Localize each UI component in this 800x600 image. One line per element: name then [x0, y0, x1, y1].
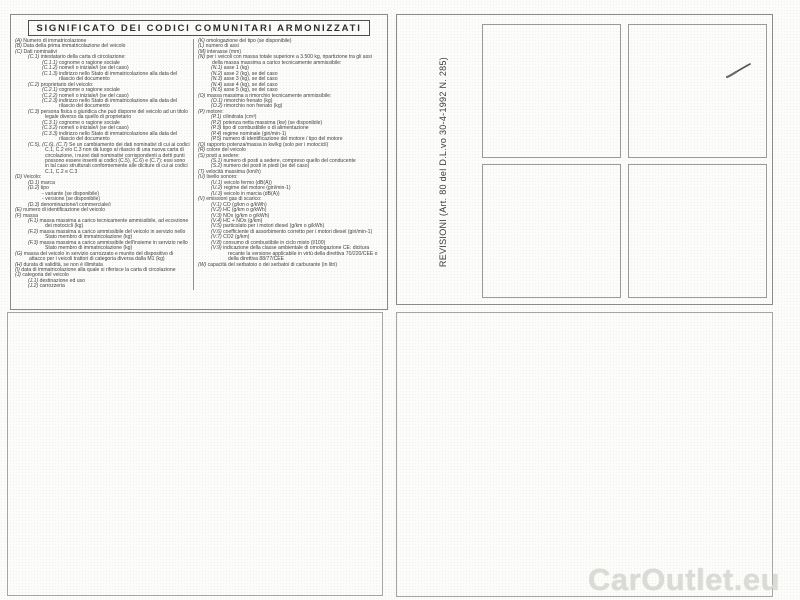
code-label: (A): [15, 38, 22, 44]
code-label: (R): [198, 147, 206, 154]
code-definition: [28, 284, 190, 289]
code-label: (C.1): [28, 54, 40, 61]
code-label: (E): [15, 207, 22, 214]
code-description: cognome o ragione sociale: [59, 87, 120, 94]
code-label: (V.9): [211, 245, 222, 252]
code-label: (N.4): [211, 81, 223, 88]
code-description: asse 2 (kg), se del caso: [223, 70, 278, 77]
code-description: nome/i o iniziale/i (se del caso): [59, 92, 129, 99]
code-description: numero di posti a sedere, compreso quello del conducente: [223, 157, 356, 164]
code-label: (D.3): [28, 201, 40, 208]
code-label: (U.3): [211, 190, 223, 197]
code-label: (V.3): [211, 212, 222, 219]
code-label: (K): [198, 38, 205, 44]
revisions-label: REVISIONI (Art. 80 del D.L.vo 30-4-1992 N. 285): [438, 56, 448, 268]
code-label: (O.1): [211, 97, 223, 104]
code-description: categoria del veicolo: [22, 272, 69, 279]
revision-stamp-box-1: [482, 24, 621, 158]
code-description: massa massima a rimorchio tecnicamente ammissibile:: [206, 92, 332, 99]
code-description: veicolo in marcia (dB(A)): [223, 190, 280, 197]
code-label: (D.2): [28, 185, 40, 192]
blank-box-bottom-right: [396, 312, 773, 597]
code-description: emissioni gas di scarico:: [206, 196, 262, 203]
code-label: (T): [198, 168, 205, 175]
code-label: (D.1): [28, 179, 40, 186]
title-row: [15, 18, 383, 36]
code-description: variante (se disponibile): [45, 190, 99, 197]
code-description: CO2 (g/km): [223, 234, 250, 241]
code-description: destinazione ed uso: [39, 277, 85, 284]
revision-stamp-box-2: [628, 24, 767, 158]
code-description: interasse (mm): [207, 48, 242, 55]
code-description: durata di validità, se non è illimitata: [23, 261, 103, 268]
revision-stamp-box-4: [628, 164, 767, 298]
code-label: (V.1): [211, 201, 222, 208]
legend-columns: [15, 39, 383, 290]
code-description: Data della prima immatricolazione del veicolo: [23, 43, 126, 50]
code-label: (V.8): [211, 239, 222, 246]
code-label: (J.2): [28, 283, 39, 290]
blank-box-bottom-left: [7, 312, 383, 596]
code-description: massa massima a carico ammissibile dell'insieme in servizio nello Stato membro di immatricolazione (kg): [39, 239, 188, 252]
pen-mark-icon: [725, 62, 753, 80]
code-description: massa: [22, 212, 38, 219]
code-label: (V.2): [211, 207, 222, 214]
code-description: numero di identificazione del motore / tipo del motore: [222, 136, 343, 143]
code-description: proprietario del veicolo:: [40, 81, 94, 88]
code-label: (C.2.3): [42, 97, 58, 104]
code-description: consumo di combustibile in ciclo misto (l/100): [223, 239, 326, 246]
code-description: numero di identificazione del veicolo: [23, 207, 106, 214]
code-description: Se un cambiamento dei dati nominativi di cui ai codici C.1, C.2 e/o C.3 non dà luogo al rilascio di una nuova carta di circolazione, i nuovi dati nominativi corrispondenti a detti punti possono essere inseriti ai codici (C.5), (C.6) e (C.7); essi sono in tal caso strutturati conformemente alle diciture di cui ai codici C.1, C.2 e C.3: [45, 141, 190, 175]
code-label: -: [42, 196, 44, 203]
code-description: indicazione della classe ambientale di omologazione CE: dicitura recante la versione applicabile in virtù della direttiva 70/220/CEE o della direttiva 88/77/CEE: [223, 245, 378, 263]
code-label: (D): [15, 174, 23, 181]
code-label: (J.1): [28, 277, 39, 284]
code-label: (V.7): [211, 234, 222, 241]
page-title: SIGNIFICATO DEI CODICI COMUNITARI ARMONIZZATI: [28, 20, 369, 36]
code-label: (M): [198, 48, 206, 55]
code-label: (O): [198, 92, 206, 99]
code-description: regime nominale (giri/min-1): [222, 130, 287, 137]
code-label: (P.3): [211, 125, 222, 132]
code-label: (P.4): [211, 130, 222, 137]
code-label: (P.1): [211, 114, 222, 121]
code-label: (P.2): [211, 119, 222, 126]
code-definition: [28, 143, 190, 176]
code-label: (Q): [198, 141, 206, 148]
code-label: (N.1): [211, 65, 223, 72]
harmonized-codes-legend-panel: [10, 14, 388, 310]
code-description: rimorchio non frenato (kg): [224, 103, 283, 110]
code-label: (S.1): [211, 157, 223, 164]
code-label: (V): [198, 196, 205, 203]
code-label: (N.3): [211, 76, 223, 83]
code-description: denominazione/i commerciale/i: [40, 201, 111, 208]
code-label: (N): [198, 54, 206, 61]
code-label: (V.4): [211, 217, 222, 224]
code-description: asse 5 (kg), se del caso: [223, 87, 278, 94]
code-label: (C.3.2): [42, 125, 58, 132]
code-description: particolato per i motori diesel (g/km o g/kWh): [223, 223, 325, 230]
code-description: asse 3 (kg), se del caso: [223, 76, 278, 83]
code-description: colore del veicolo: [206, 147, 246, 154]
code-description: Veicolo:: [23, 174, 42, 181]
code-description: marca: [40, 179, 55, 186]
code-description: massa massima a carico tecnicamente ammissibile, ad eccezione dei motocicli (kg): [39, 217, 189, 230]
code-label: (P.5): [211, 136, 222, 143]
code-description: tipo: [40, 185, 49, 192]
code-description: potenza netta massima (kw) (se disponibile): [222, 119, 323, 126]
revision-stamp-box-3: [482, 164, 621, 298]
code-label: (I): [15, 267, 20, 274]
right-column: [193, 39, 383, 290]
code-description: Dati nominativi: [23, 48, 57, 55]
code-label: (C): [15, 48, 23, 55]
code-description: rapporto potenza/massa in kw/kg (solo per i motocicli): [206, 141, 329, 148]
code-description: HC (g/km o g/kWh): [223, 207, 267, 214]
code-description: livello sonoro:: [206, 174, 238, 181]
code-label: (L): [198, 43, 205, 50]
code-label: (C.1.3): [42, 70, 58, 77]
code-description: regime del motore (giri/min-1): [223, 185, 291, 192]
code-description: massa massima a carico ammissibile del veicolo in servizio nello Stato membro di immatricolazione (kg): [39, 228, 186, 241]
code-description: indirizzo nello Stato di immatricolazione alla data del rilascio del documento: [59, 130, 178, 143]
code-description: carrozzeria: [39, 283, 65, 290]
code-description: velocità massima (km/h): [205, 168, 261, 175]
code-description: rimorchio frenato (kg): [224, 97, 273, 104]
code-description: numero dei posti in piedi (se del caso): [223, 163, 310, 170]
code-label: (W): [198, 261, 207, 268]
code-description: coefficiente di assorbimento corretto per i motori diesel (giri/min-1): [223, 228, 373, 235]
code-label: (U.2): [211, 185, 223, 192]
code-label: (C.2.1): [42, 87, 58, 94]
code-description: versione (se disponibile): [45, 196, 101, 203]
code-description: capacità del serbatoio o dei serbatoi di carburante (in litri): [207, 261, 338, 268]
code-description: tipo di combustibile o di alimentazione: [222, 125, 309, 132]
code-definition: [211, 246, 383, 262]
code-label: (G): [15, 250, 23, 257]
code-label: (C.2): [28, 81, 40, 88]
code-description: asse 1 (kg): [223, 65, 249, 72]
code-label: (C.3): [28, 108, 40, 115]
code-label: (P): [198, 108, 205, 115]
left-column: [15, 39, 193, 290]
code-description: cilindrata (cm³): [222, 114, 257, 121]
code-label: (N.5): [211, 87, 223, 94]
code-description: Numero di immatricolazione: [23, 38, 87, 44]
code-description: numero di assi: [205, 43, 239, 50]
code-label: (N.2): [211, 70, 223, 77]
code-description: cognome o ragione sociale: [59, 59, 120, 66]
code-description: indirizzo nello Stato di immatricolazione alla data del rilascio del documento: [59, 70, 178, 83]
code-label: (U.1): [211, 179, 223, 186]
code-description: veicolo fermo (dB(A)): [223, 179, 272, 186]
watermark: CarOutlet.eu: [588, 562, 781, 597]
code-label: (C.3.3): [42, 130, 58, 137]
code-label: -: [42, 190, 44, 197]
code-label: (S): [198, 152, 205, 159]
code-label: (V.5): [211, 223, 222, 230]
code-description: omologazione del tipo (se disponibile): [206, 38, 292, 44]
code-description: nome/i o iniziale/i (se del caso): [59, 65, 129, 72]
code-label: (C.2.2): [42, 92, 58, 99]
code-label: (F): [15, 212, 22, 219]
code-label: (S.2): [211, 163, 223, 170]
code-description: intestatario della carta di circolazione:: [40, 54, 126, 61]
code-description: cognome o ragione sociale: [59, 119, 120, 126]
code-description: HC + NOx (g/km): [223, 217, 263, 224]
code-definition: [198, 263, 383, 268]
code-label: (J): [15, 272, 21, 279]
code-label: (F.1): [28, 217, 39, 224]
code-label: (F.2): [28, 228, 39, 235]
code-label: (C.1.2): [42, 65, 58, 72]
code-description: per i veicoli con massa totale superiore a 3.500 kg, ripartizione tra gli assi della massa massima a carico tecnicamente ammissibile:: [206, 54, 372, 66]
code-label: (O.2): [211, 103, 223, 110]
code-description: posti a sedere:: [206, 152, 240, 159]
code-description: asse 4 (kg), se del caso: [223, 81, 278, 88]
code-label: (C.1.1): [42, 59, 58, 66]
code-description: motore:: [206, 108, 224, 115]
code-description: data di immatricolazione alla quale si riferisce la carta di circolazione: [21, 267, 176, 274]
code-label: (C.5), (C.6), (C.7): [28, 141, 68, 148]
code-description: NOx (g/km o g/kWh): [223, 212, 270, 219]
revisions-panel: [396, 14, 773, 305]
code-label: (B): [15, 43, 22, 50]
code-label: (U): [198, 174, 206, 181]
code-label: (V.6): [211, 228, 222, 235]
code-description: massa del veicolo in servizio carrozzato e munito del dispositivo di attacco per i veicoli trattori di categoria diversa dalla M1 (kg): [23, 250, 174, 263]
code-description: nome/i o iniziale/i (se del caso): [59, 125, 129, 132]
code-description: indirizzo nello Stato di immatricolazione alla data del rilascio del documento: [59, 97, 178, 110]
code-description: persona fisica o giuridica che può disporre del veicolo ad un titolo legale diverso da quello di proprietario: [40, 108, 188, 121]
code-label: (F.3): [28, 239, 39, 246]
code-label: (C.3.1): [42, 119, 58, 126]
code-description: CO (g/km o g/kWh): [223, 201, 267, 208]
code-label: (H): [15, 261, 23, 268]
